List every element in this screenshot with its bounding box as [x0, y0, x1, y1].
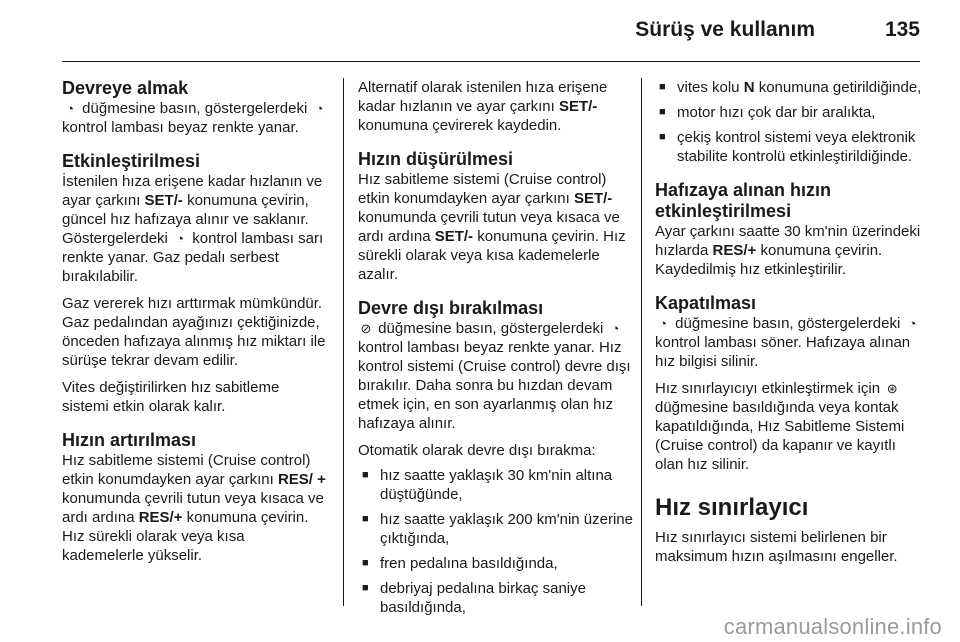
paragraph: Alternatif olarak istenilen hıza erişene kadar hızlanın ve ayar çarkını SET/- konumuna çevirerek kaydedin. — [358, 79, 608, 134]
page-number: 135 — [884, 18, 920, 41]
paragraph: Hız sabitleme sistemi (Cruise control) etkin konumdayken ayar çarkını SET/- konumunda çevrili tutun veya kısaca ve ardı ardına SET/- konumuna çevirin. Hız sürekli olarak veya kısa kademelerle azalır. — [358, 171, 626, 283]
paragraph: İstenilen hıza erişene kadar hızlanın ve ayar çarkını SET/- konumuna çevirin, güncel hız hafızaya alınır ve saklanır. Göstergelerdeki ◔ kontrol lambası sarı renkte yanar. Gaz pedalı serbest bırakılabilir. — [62, 173, 324, 285]
list-item: ■ vites kolu N konumuna getirildiğinde, — [655, 78, 925, 97]
list-item: ■ hız saatte yaklaşık 200 km'nin üzerine çıktığında, — [358, 510, 634, 548]
paragraph: Hız sabitleme sistemi (Cruise control) etkin konumdayken ayar çarkını RES/ + konumunda çevrili tutun veya kısaca ve ardı ardına RES/+ konumuna çevirin. Hız sürekli olarak veya kısa kademelerle yükselir. — [62, 452, 326, 564]
list-item: ■ debriyaj pedalına birkaç saniye basıldığında, — [358, 579, 634, 617]
list-item: ■ çekiş kontrol sistemi veya elektronik stabilite kontrolü etkinleştirildiğinde. — [655, 128, 925, 166]
cruise-control-icon: ◔ — [176, 231, 184, 246]
heading-kapatilmasi: Kapatılması — [655, 293, 757, 313]
paragraph: Otomatik olarak devre dışı bırakma: — [358, 442, 596, 459]
page-header — [62, 0, 920, 62]
paragraph: Vites değiştirilirken hız sabitleme sistemi etkin olarak kalır. — [62, 379, 280, 415]
speed-limiter-icon: ⊛ — [886, 381, 898, 396]
column-2 — [358, 78, 634, 617]
heading-etkinlestirilmesi: Etkinleştirilmesi — [62, 151, 201, 171]
paragraph: Gaz vererek hızı arttırmak mümkündür. Gaz pedalından ayağınızı çektiğinizde, önceden hafızaya alınmış hız miktarı ile sürüşe tekrar devam edilir. — [62, 295, 326, 369]
column-3 — [655, 78, 925, 566]
heading-devre-disi-birakilmasi: Devre dışı bırakılması — [358, 298, 544, 318]
header-title: Sürüş ve kullanım — [635, 18, 815, 41]
paragraph: ◔ düğmesine basın, göstergelerdeki ◔ kontrol lambası beyaz renkte yanar. — [62, 99, 330, 137]
cruise-control-icon: ◔ — [66, 101, 74, 116]
heading-hiz-sinirlayici: Hız sınırlayıcı — [655, 494, 809, 521]
list-item: ■ motor hızı çok dar bir aralıkta, — [655, 103, 925, 122]
list-item: ■ fren pedalına basıldığında, — [358, 554, 634, 573]
bullet-list — [655, 78, 925, 166]
column-1 — [62, 78, 330, 565]
list-item: ■ hız saatte yaklaşık 30 km'nin altına düştüğünde, — [358, 466, 634, 504]
column-divider-2 — [641, 78, 642, 606]
heading-hizin-artirilmasi: Hızın artırılması — [62, 430, 197, 450]
cruise-control-icon: ◔ — [659, 316, 667, 331]
paragraph: ◔ düğmesine basın, göstergelerdeki ◔ kontrol lambası söner. Hafızaya alınan hız bilgisi silinir. — [655, 314, 925, 371]
column-divider-1 — [343, 78, 344, 606]
cruise-control-icon: ◔ — [611, 321, 620, 336]
cruise-control-icon: ◔ — [908, 316, 917, 331]
paragraph: ⊘ düğmesine basın, göstergelerdeki ◔ kontrol lambası beyaz renkte yanar. Hız kontrol sistemi (Cruise control) devre dışı bırakılır. Daha sonra bu hızdan devam etmek için, en son ayarlanmış olan hız hafızaya alınır. — [358, 320, 631, 432]
heading-hizin-dusurulmesi: Hızın düşürülmesi — [358, 149, 514, 169]
paragraph: Hız sınırlayıcı sistemi belirlenen bir maksimum hızın aşılmasını engeller. — [655, 529, 898, 565]
bullet-list — [358, 466, 634, 617]
cruise-cancel-icon: ⊘ — [360, 321, 372, 336]
paragraph: Ayar çarkını saatte 30 km'nin üzerindeki hızlarda RES/+ konumuna çevirin. Kaydedilmiş hız etkinleştirilir. — [655, 223, 921, 278]
heading-devreye-almak: Devreye almak — [62, 78, 189, 98]
heading-hafizaya-alinan-hiz: Hafızaya alınan hızın etkinleştirilmesi — [655, 180, 832, 221]
paragraph: Hız sınırlayıcıyı etkinleştirmek için ⊛ düğmesine basıldığında veya kontak kapatıldığında, Hız Sabitleme Sistemi (Cruise control) da kapanır ve kayıtlı olan hız silinir. — [655, 380, 905, 473]
watermark: carmanualsonline.info — [723, 614, 942, 639]
cruise-control-icon: ◔ — [315, 101, 324, 116]
